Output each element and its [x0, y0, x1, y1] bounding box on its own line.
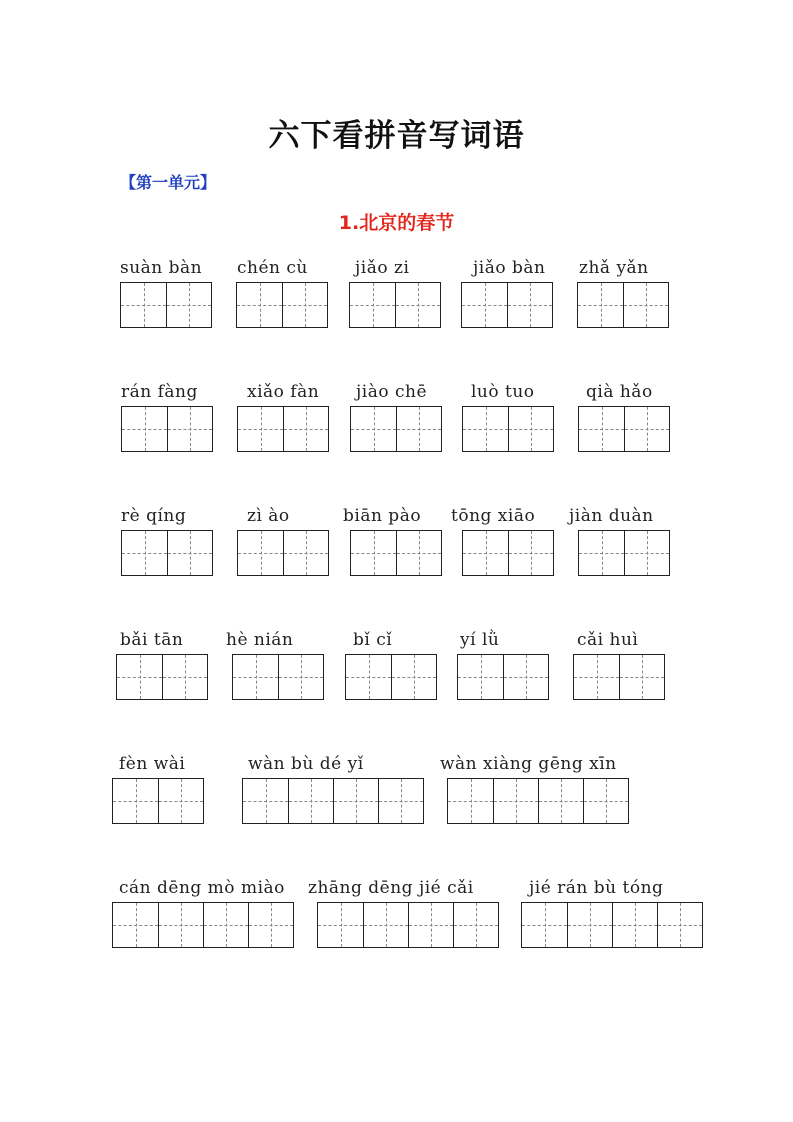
tian-zi-ge-cell[interactable] — [237, 283, 282, 327]
tian-zi-ge-cell[interactable] — [158, 903, 203, 947]
lesson-title: 1.北京的春节 — [338, 212, 455, 234]
tian-zi-ge-cell[interactable] — [363, 903, 408, 947]
tian-zi-ge-cell[interactable] — [396, 407, 441, 451]
tian-zi-ge-cell[interactable] — [117, 655, 162, 699]
writing-grid — [121, 530, 213, 576]
writing-grid — [121, 406, 213, 452]
pinyin-label: bǎi tān — [120, 630, 184, 650]
writing-grid — [349, 282, 441, 328]
pinyin-label: zhǎ yǎn — [579, 258, 649, 278]
tian-zi-ge-cell[interactable] — [113, 903, 158, 947]
unit-heading: 【第一单元】 — [120, 173, 217, 192]
tian-zi-ge-cell[interactable] — [378, 779, 423, 823]
writing-grid — [112, 902, 294, 948]
writing-grid — [447, 778, 629, 824]
tian-zi-ge-cell[interactable] — [657, 903, 702, 947]
writing-grid — [350, 530, 442, 576]
tian-zi-ge-cell[interactable] — [612, 903, 657, 947]
tian-zi-ge-cell[interactable] — [122, 407, 167, 451]
pinyin-label: jiàn duàn — [569, 506, 654, 526]
tian-zi-ge-cell[interactable] — [351, 531, 396, 575]
tian-zi-ge-cell[interactable] — [395, 283, 440, 327]
tian-zi-ge-cell[interactable] — [243, 779, 288, 823]
pinyin-label: rè qíng — [121, 506, 187, 526]
tian-zi-ge-cell[interactable] — [121, 283, 166, 327]
tian-zi-ge-cell[interactable] — [462, 283, 507, 327]
pinyin-label: wàn bù dé yǐ — [248, 754, 364, 774]
writing-grid — [462, 530, 554, 576]
pinyin-label: jiào chē — [356, 382, 428, 402]
tian-zi-ge-cell[interactable] — [508, 407, 553, 451]
writing-grid — [120, 282, 212, 328]
writing-grid — [237, 406, 329, 452]
writing-grid — [457, 654, 549, 700]
tian-zi-ge-cell[interactable] — [333, 779, 378, 823]
tian-zi-ge-cell[interactable] — [350, 283, 395, 327]
pinyin-label: yí lǜ — [460, 630, 500, 650]
writing-grid — [350, 406, 442, 452]
tian-zi-ge-cell[interactable] — [453, 903, 498, 947]
writing-grid — [242, 778, 424, 824]
tian-zi-ge-cell[interactable] — [567, 903, 612, 947]
writing-grid — [236, 282, 328, 328]
tian-zi-ge-cell[interactable] — [396, 531, 441, 575]
tian-zi-ge-cell[interactable] — [624, 407, 669, 451]
pinyin-label: wàn xiàng gēng xīn — [440, 754, 617, 774]
tian-zi-ge-cell[interactable] — [522, 903, 567, 947]
writing-grid — [578, 530, 670, 576]
tian-zi-ge-cell[interactable] — [538, 779, 583, 823]
pinyin-label: zhāng dēng jié cǎi — [308, 878, 474, 898]
tian-zi-ge-cell[interactable] — [579, 407, 624, 451]
pinyin-label: cán dēng mò miào — [119, 878, 285, 898]
tian-zi-ge-cell[interactable] — [113, 779, 158, 823]
tian-zi-ge-cell[interactable] — [448, 779, 493, 823]
tian-zi-ge-cell[interactable] — [623, 283, 668, 327]
pinyin-label: fèn wài — [119, 754, 186, 774]
tian-zi-ge-cell[interactable] — [283, 407, 328, 451]
tian-zi-ge-cell[interactable] — [158, 779, 203, 823]
tian-zi-ge-cell[interactable] — [507, 283, 552, 327]
tian-zi-ge-cell[interactable] — [122, 531, 167, 575]
page-title: 六下看拼音写词语 — [268, 118, 525, 154]
tian-zi-ge-cell[interactable] — [458, 655, 503, 699]
tian-zi-ge-cell[interactable] — [248, 903, 293, 947]
tian-zi-ge-cell[interactable] — [408, 903, 453, 947]
tian-zi-ge-cell[interactable] — [463, 531, 508, 575]
writing-grid — [345, 654, 437, 700]
tian-zi-ge-cell[interactable] — [583, 779, 628, 823]
writing-grid — [521, 902, 703, 948]
tian-zi-ge-cell[interactable] — [579, 531, 624, 575]
writing-grid — [317, 902, 499, 948]
tian-zi-ge-cell[interactable] — [288, 779, 333, 823]
tian-zi-ge-cell[interactable] — [233, 655, 278, 699]
pinyin-label: zì ào — [247, 506, 290, 526]
pinyin-label: hè nián — [226, 630, 294, 650]
tian-zi-ge-cell[interactable] — [282, 283, 327, 327]
tian-zi-ge-cell[interactable] — [508, 531, 553, 575]
pinyin-label: xiǎo fàn — [247, 382, 320, 402]
pinyin-label: jiǎo bàn — [473, 258, 546, 278]
writing-grid — [112, 778, 204, 824]
writing-grid — [116, 654, 208, 700]
pinyin-label: jiǎo zi — [355, 258, 410, 278]
pinyin-label: bǐ cǐ — [353, 630, 393, 650]
writing-grid — [573, 654, 665, 700]
tian-zi-ge-cell[interactable] — [578, 283, 623, 327]
tian-zi-ge-cell[interactable] — [503, 655, 548, 699]
pinyin-label: chén cù — [237, 258, 308, 278]
pinyin-label: suàn bàn — [120, 258, 203, 278]
pinyin-label: rán fàng — [121, 382, 198, 402]
tian-zi-ge-cell[interactable] — [278, 655, 323, 699]
tian-zi-ge-cell[interactable] — [624, 531, 669, 575]
tian-zi-ge-cell[interactable] — [162, 655, 207, 699]
pinyin-label: jié rán bù tóng — [529, 878, 664, 898]
pinyin-label: biān pào — [343, 506, 422, 526]
pinyin-label: cǎi huì — [577, 630, 639, 650]
writing-grid — [578, 406, 670, 452]
tian-zi-ge-cell[interactable] — [318, 903, 363, 947]
tian-zi-ge-cell[interactable] — [167, 407, 212, 451]
writing-grid — [237, 530, 329, 576]
tian-zi-ge-cell[interactable] — [203, 903, 248, 947]
tian-zi-ge-cell[interactable] — [351, 407, 396, 451]
tian-zi-ge-cell[interactable] — [493, 779, 538, 823]
tian-zi-ge-cell[interactable] — [238, 407, 283, 451]
pinyin-label: luò tuo — [471, 382, 535, 402]
writing-grid — [577, 282, 669, 328]
tian-zi-ge-cell[interactable] — [346, 655, 391, 699]
tian-zi-ge-cell[interactable] — [463, 407, 508, 451]
tian-zi-ge-cell[interactable] — [238, 531, 283, 575]
pinyin-label: tōng xiāo — [451, 506, 536, 526]
writing-grid — [461, 282, 553, 328]
writing-grid — [462, 406, 554, 452]
tian-zi-ge-cell[interactable] — [619, 655, 664, 699]
tian-zi-ge-cell[interactable] — [391, 655, 436, 699]
tian-zi-ge-cell[interactable] — [283, 531, 328, 575]
pinyin-label: qià hǎo — [586, 382, 653, 402]
tian-zi-ge-cell[interactable] — [574, 655, 619, 699]
writing-grid — [232, 654, 324, 700]
tian-zi-ge-cell[interactable] — [167, 531, 212, 575]
tian-zi-ge-cell[interactable] — [166, 283, 211, 327]
